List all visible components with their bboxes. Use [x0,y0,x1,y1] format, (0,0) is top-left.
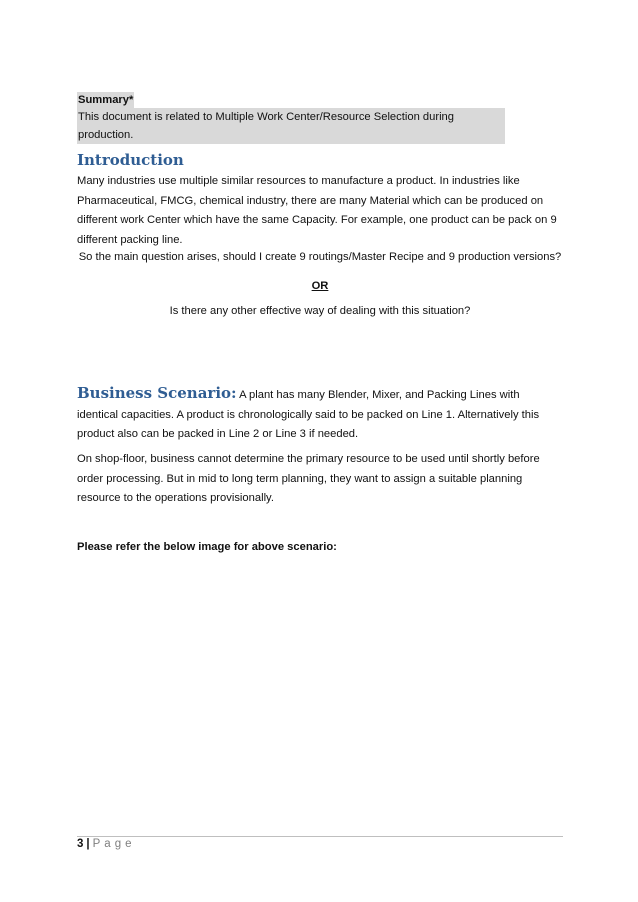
introduction-heading: Introduction [77,151,184,169]
summary-block [77,92,505,144]
main-question: So the main question arises, should I create 9 routings/Master Recipe and 9 production versions? [78,251,562,263]
refer-image-text: Please refer the below image for above scenario: [77,541,337,553]
page-label: Page [92,838,136,850]
footer-divider [77,836,563,837]
or-separator: OR [311,280,329,292]
summary-title: Summary* [78,94,134,106]
alternative-question: Is there any other effective way of dealing with this situation? [169,305,471,317]
business-scenario-heading: Business Scenario: [77,384,237,402]
page-footer [77,838,135,850]
page-number: 3 [77,838,84,850]
introduction-paragraph: Many industries use multiple similar resources to manufacture a product. In industries like Pharmaceutical, FMCG, chemical industry, there are many Material which can be produced on different work Center which have the same Capacity. For example, one product can be pack on 9 different packing line. [77,175,557,246]
shop-floor-paragraph: On shop-floor, business cannot determine the primary resource to be used until shortly before order processing. But in mid to long term planning, they want to assign a suitable planning resource to the operations provisionally. [77,453,540,504]
footer-separator: | [86,838,90,850]
summary-text: This document is related to Multiple Work Center/Resource Selection during production. [77,108,505,144]
business-scenario-paragraph [77,384,563,445]
business-scenario-text: A plant has many Blender, Mixer, and Packing Lines with identical capacities. A product is chronologically said to be packed on Line 1. Alternatively this product also can be packed in Line 2 or Line 3 if needed. [77,389,540,440]
